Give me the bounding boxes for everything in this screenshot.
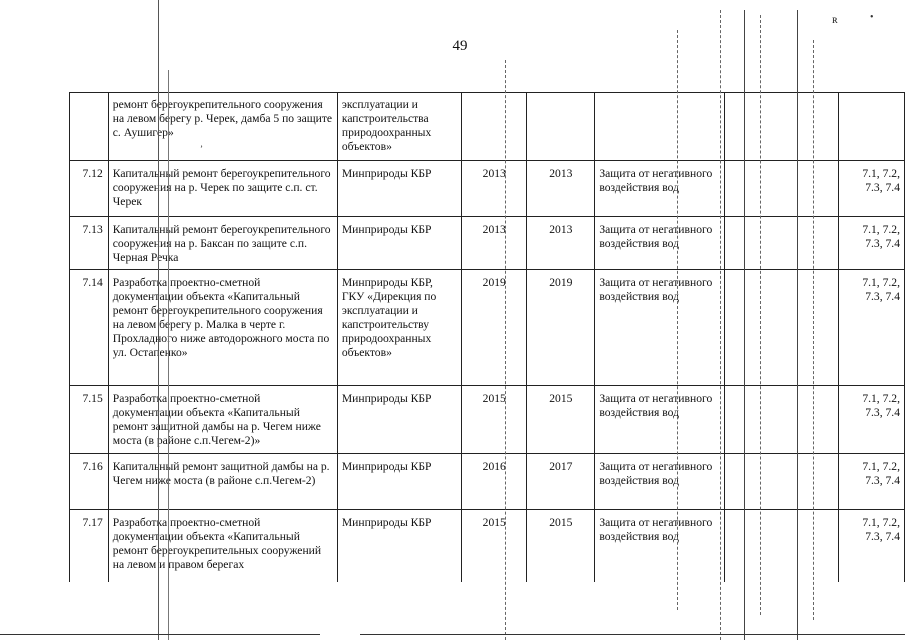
blank-cell [724, 217, 838, 270]
scan-artifact-line [0, 634, 320, 635]
scan-artifact-line [677, 30, 678, 610]
end-year: 2015 [527, 386, 595, 454]
end-year: 2015 [527, 510, 595, 582]
start-year [462, 93, 527, 161]
end-year: 2013 [527, 217, 595, 270]
start-year: 2019 [462, 270, 527, 386]
table-row [70, 217, 905, 270]
executor: эксплуатации и капстроительства природоохранных объектов» [337, 93, 461, 161]
page-number: 49 [452, 38, 468, 54]
scan-artifact-line [505, 60, 506, 640]
row-number: 7.14 [70, 270, 109, 386]
indicator-refs: 7.1, 7.2, 7.3, 7.4 [838, 270, 904, 386]
blank-cell [724, 93, 838, 161]
purpose: Защита от негативного воздействия вод [595, 510, 724, 582]
row-number: 7.17 [70, 510, 109, 582]
purpose: Защита от негативного воздействия вод [595, 454, 724, 510]
measure-name: ремонт берегоукрепительного сооружения на левом берегу р. Черек, дамба 5 по защите с. Аушигер» [108, 93, 337, 161]
purpose [595, 93, 724, 161]
indicator-refs: 7.1, 7.2, 7.3, 7.4 [838, 386, 904, 454]
measure-name: Разработка проектно-сметной документации объекта «Капитальный ремонт берегоукрепительного сооружения на левом берегу р. Малка в черте г. Прохладного ниже автодорожного моста по ул. Остапенко» [108, 270, 337, 386]
start-year: 2015 [462, 510, 527, 582]
scan-artifact-line [168, 70, 169, 640]
row-number: 7.15 [70, 386, 109, 454]
scan-speck: ʀ [832, 12, 838, 26]
table-row [70, 454, 905, 510]
start-year: 2013 [462, 217, 527, 270]
scan-artifact-line [158, 0, 159, 640]
scan-speck: ʼ [200, 144, 203, 154]
executor: Минприроды КБР [337, 510, 461, 582]
indicator-refs [838, 93, 904, 161]
table-row [70, 93, 905, 161]
indicator-refs: 7.1, 7.2, 7.3, 7.4 [838, 217, 904, 270]
row-number: 7.12 [70, 161, 109, 217]
table-row [70, 386, 905, 454]
purpose: Защита от негативного воздействия вод [595, 217, 724, 270]
executor: Минприроды КБР [337, 217, 461, 270]
start-year: 2016 [462, 454, 527, 510]
purpose: Защита от негативного воздействия вод [595, 161, 724, 217]
executor: Минприроды КБР, ГКУ «Дирекция по эксплуатации и капстроительству природоохранных объектов» [337, 270, 461, 386]
end-year: 2013 [527, 161, 595, 217]
indicator-refs: 7.1, 7.2, 7.3, 7.4 [838, 454, 904, 510]
scan-artifact-line [744, 10, 745, 640]
blank-cell [724, 386, 838, 454]
scan-artifact-line [720, 10, 721, 640]
executor: Минприроды КБР [337, 386, 461, 454]
executor: Минприроды КБР [337, 161, 461, 217]
start-year: 2013 [462, 161, 527, 217]
row-number: 7.13 [70, 217, 109, 270]
scan-artifact-line [813, 40, 814, 620]
measure-name: Разработка проектно-сметной документации объекта «Капитальный ремонт берегоукрепительных сооружений на левом и правом берегах [108, 510, 337, 582]
indicator-refs: 7.1, 7.2, 7.3, 7.4 [838, 161, 904, 217]
scan-artifact-line [360, 634, 905, 635]
blank-cell [724, 270, 838, 386]
blank-cell [724, 161, 838, 217]
row-number [70, 93, 109, 161]
measure-name: Капитальный ремонт берегоукрепительного сооружения на р. Баксан по защите с.п. Черная Речка [108, 217, 337, 270]
blank-cell [724, 510, 838, 582]
end-year: 2019 [527, 270, 595, 386]
start-year: 2015 [462, 386, 527, 454]
end-year [527, 93, 595, 161]
measure-name: Капитальный ремонт берегоукрепительного сооружения на р. Черек по защите с.п. ст. Черек [108, 161, 337, 217]
measure-name: Разработка проектно-сметной документации объекта «Капитальный ремонт защитной дамбы на р. Чегем ниже моста (в районе с.п.Чегем-2)» [108, 386, 337, 454]
end-year: 2017 [527, 454, 595, 510]
scan-artifact-line [797, 10, 798, 640]
table-row [70, 270, 905, 386]
purpose: Защита от негативного воздействия вод [595, 270, 724, 386]
scan-speck: • [870, 12, 874, 23]
executor: Минприроды КБР [337, 454, 461, 510]
blank-cell [724, 454, 838, 510]
table-row [70, 161, 905, 217]
measure-name: Капитальный ремонт защитной дамбы на р. Чегем ниже моста (в районе с.п.Чегем-2) [108, 454, 337, 510]
row-number: 7.16 [70, 454, 109, 510]
indicator-refs: 7.1, 7.2, 7.3, 7.4 [838, 510, 904, 582]
scan-artifact-line [760, 15, 761, 615]
measures-table [69, 92, 905, 582]
purpose: Защита от негативного воздействия вод [595, 386, 724, 454]
table-row [70, 510, 905, 582]
